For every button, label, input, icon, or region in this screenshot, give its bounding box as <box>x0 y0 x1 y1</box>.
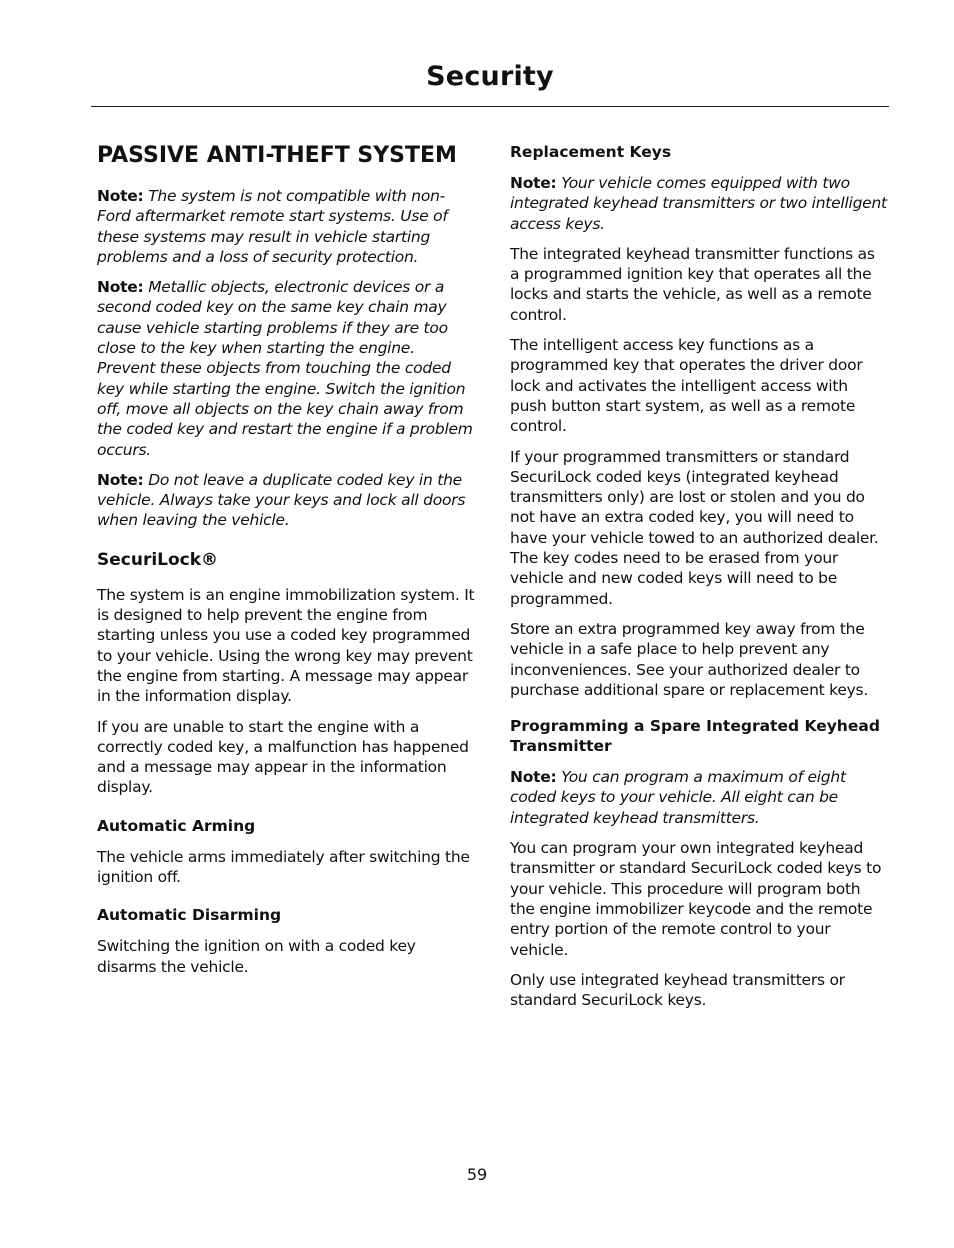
note-text: You can program a maximum of eight coded keys to your vehicle. All eight can be integrated keyhead transmitters. <box>510 768 846 827</box>
body-paragraph: You can program your own integrated keyhead transmitter or standard SecuriLock coded keys to your vehicle. This procedure will program both the engine immobilizer keycode and the remote entry portion of the remote control to your vehicle. <box>510 839 882 959</box>
note-text: Do not leave a duplicate coded key in the vehicle. Always take your keys and lock all doors when leaving the vehicle. <box>97 470 466 530</box>
section-title-passive-anti-theft: PASSIVE ANTI-THEFT SYSTEM <box>97 143 457 168</box>
note-text: Metallic objects, electronic devices or a second coded key on the same key chain may cause vehicle starting problems if they are too close to the key when starting the engine. Prevent these objects from touching the coded key while starting the engine. Switch the ignition off, move all objects on the key chain away from the coded key and restart the engine if a problem occurs. <box>97 278 473 459</box>
heading-programming-spare-transmitter: Programming a Spare Integrated Keyhead Transmitter <box>510 717 880 756</box>
note-paragraph <box>510 767 888 828</box>
body-paragraph: If your programmed transmitters or standard SecuriLock coded keys (integrated keyhead transmitters only) are lost or stolen and you do not have an extra coded key, you will need to have your vehicle towed to an authorized dealer. The key codes need to be erased from your vehicle and new coded keys will need to be programmed. <box>510 447 879 608</box>
body-paragraph: The integrated keyhead transmitter functions as a programmed ignition key that operates all the locks and starts the vehicle, as well as a remote control. <box>510 244 875 324</box>
note-label: Note: <box>97 187 144 205</box>
note-paragraph <box>97 470 475 531</box>
body-paragraph: The vehicle arms immediately after switching the ignition off. <box>97 847 470 887</box>
page-number: 59 <box>466 1165 488 1184</box>
heading-automatic-arming: Automatic Arming <box>97 816 256 835</box>
body-paragraph: Switching the ignition on with a coded key disarms the vehicle. <box>97 937 416 976</box>
note-paragraph <box>97 277 475 460</box>
note-label: Note: <box>97 470 144 489</box>
note-label: Note: <box>97 278 144 297</box>
body-paragraph: The system is an engine immobilization system. It is designed to help prevent the engine from starting unless you use a coded key programmed to your vehicle. Using the wrong key may prevent the engine from starting. A message may appear in the information display. <box>97 585 475 706</box>
note-label: Note: <box>510 768 557 787</box>
body-paragraph: The intelligent access key functions as a programmed key that operates the driver door lock and activates the intelligent access with push button start system, as well as a remote control. <box>510 336 863 436</box>
heading-replacement-keys: Replacement Keys <box>510 143 672 161</box>
note-text: Your vehicle comes equipped with two integrated keyhead transmitters or two intelligent access keys. <box>510 174 887 233</box>
note-paragraph <box>510 173 888 234</box>
heading-automatic-disarming: Automatic Disarming <box>97 906 282 925</box>
page-header <box>91 58 889 107</box>
body-paragraph: If you are unable to start the engine with a correctly coded key, a malfunction has happened and a message may appear in the information display. <box>97 717 469 797</box>
body-paragraph: Only use integrated keyhead transmitters or standard SecuriLock keys. <box>510 970 845 1010</box>
note-text: The system is not compatible with non-Ford aftermarket remote start systems. Use of these systems may result in vehicle starting problems and a loss of security protection. <box>97 187 448 266</box>
note-label: Note: <box>510 174 557 192</box>
subsection-title-securilock: SecuriLock® <box>97 549 219 570</box>
right-column <box>510 142 888 1020</box>
body-paragraph: Store an extra programmed key away from the vehicle in a safe place to help prevent any inconveniences. See your authorized dealer to purchase additional spare or replacement keys. <box>510 619 869 699</box>
left-column <box>97 142 475 987</box>
page-title: Security <box>426 61 554 92</box>
note-paragraph <box>97 186 475 267</box>
